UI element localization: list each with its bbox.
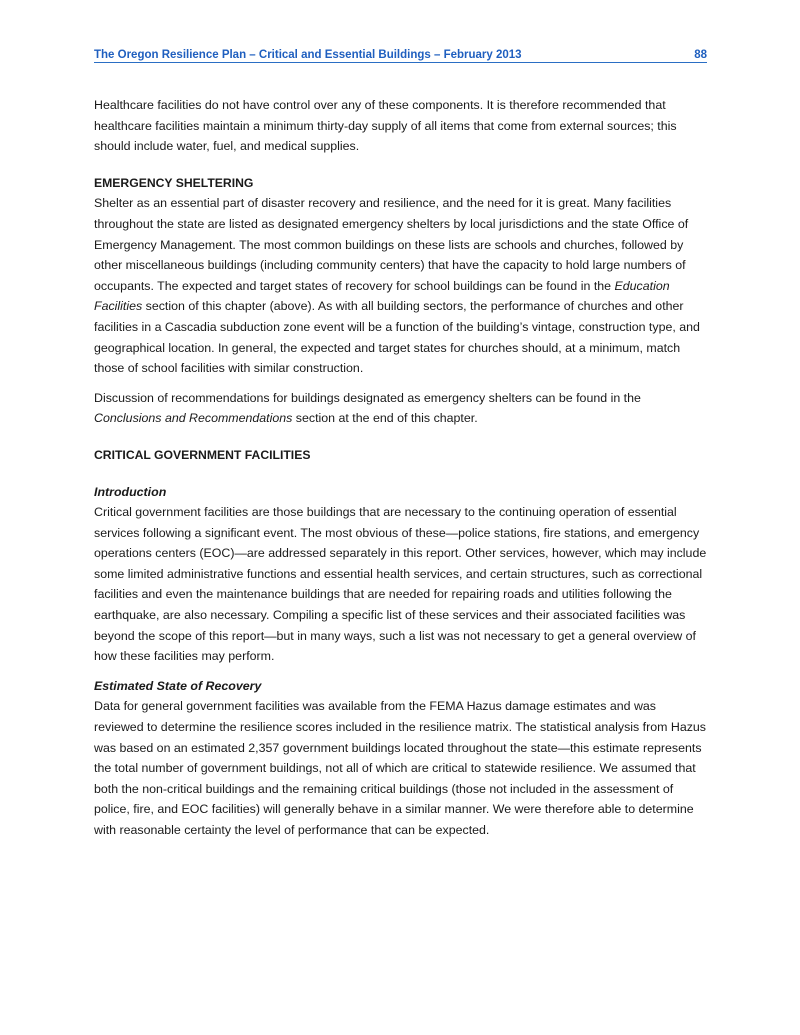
paragraph-estimated-recovery: Data for general government facilities was available from the FEMA Hazus damage estimates and was reviewed to determine the resilience scores included in the resilience matrix. The statistical analysis from Hazus was based on an estimated 2,357 government buildings located throughout the state—this estimate represents the total number of government buildings, not all of which are critical to statewide resilience. We assumed that both the non-critical buildings and the remaining critical buildings (those not included in the assessment of police, fire, and EOC facilities) will generally behave in a similar manner. We were therefore able to determine with reasonable certainty the level of performance that can be expected. xyxy=(94,699,706,837)
paragraph-healthcare-supply: Healthcare facilities do not have control over any of these components. It is therefore recommended that healthcare facilities maintain a minimum thirty-day supply of all items that come from external sources; this should include water, fuel, and medical supplies. xyxy=(94,98,677,154)
paragraph-shelter-part-2: section of this chapter (above). As with all building sectors, the performance of churches and other facilities in a Cascadia subduction zone event will be a function of the building’s vintage, construction type, and geographical location. In general, the expected and target states for churches should, at a minimum, match those of school facilities with similar construction. xyxy=(94,299,700,376)
page-number: 88 xyxy=(694,49,707,61)
subheading-estimated-state-of-recovery: Estimated State of Recovery xyxy=(94,678,262,693)
subheading-introduction: Introduction xyxy=(94,484,167,499)
paragraph-discussion-emphasis: Conclusions and Recommendations xyxy=(94,411,293,426)
heading-critical-government-facilities: CRITICAL GOVERNMENT FACILITIES xyxy=(94,447,311,462)
running-header xyxy=(94,48,707,63)
header-title: The Oregon Resilience Plan – Critical and Essential Buildings – February 2013 xyxy=(94,49,522,61)
heading-emergency-sheltering: EMERGENCY SHELTERING xyxy=(94,175,254,190)
paragraph-shelter-emphasis: Education Facilities xyxy=(94,278,670,314)
paragraph-shelter xyxy=(94,193,708,378)
paragraph-government-introduction: Critical government facilities are those buildings that are necessary to the continuing operation of essential services following a significant event. The most obvious of these—police stations, fire stations, and emergency operations centers (EOC)—are addressed separately in this report. Other services, however, which may include some limited administrative functions and essential health services, and certain structures, such as correctional facilities and even the maintenance buildings that are needed for repairing roads and utilities following the earthquake, are also necessary. Compiling a specific list of these services and their associated facilities was beyond the scope of this report—but in many ways, such a list was not necessary to get a general overview of how these facilities may perform. xyxy=(94,505,707,664)
paragraph-discussion-part-2: section at the end of this chapter. xyxy=(292,411,478,426)
page-body xyxy=(94,95,708,841)
paragraph-shelter-part-1: Shelter as an essential part of disaster recovery and resilience, and the need for it is great. Many facilities throughout the state are listed as designated emergency shelters by local jurisdictions and the state Office of Emergency Management. The most common buildings on these lists are schools and churches, followed by other miscellaneous buildings (including community centers) that have the capacity to hold large numbers of occupants. The expected and target states of recovery for school buildings can be found in the xyxy=(94,196,689,293)
paragraph-shelter-discussion xyxy=(94,388,708,429)
paragraph-discussion-part-1: Discussion of recommendations for buildings designated as emergency shelters can be found in the xyxy=(94,390,641,405)
